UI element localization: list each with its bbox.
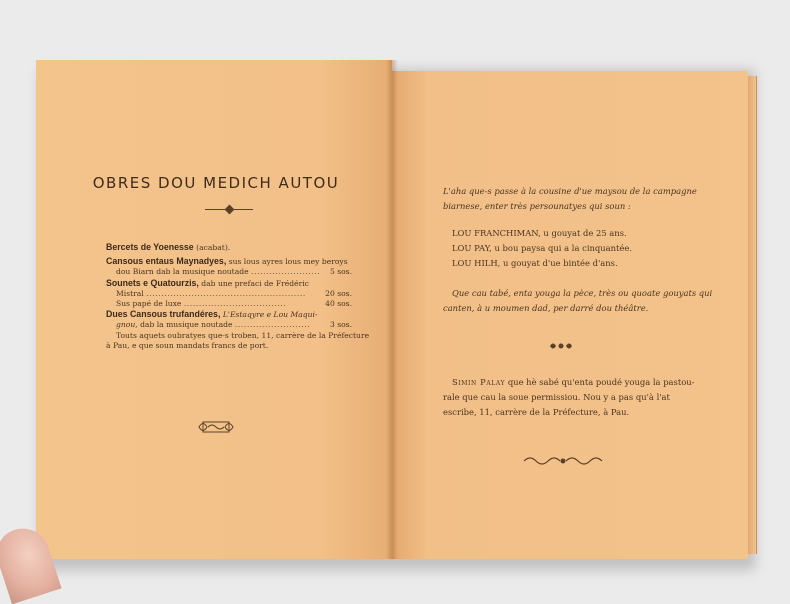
list-item [106, 309, 352, 320]
list-item [106, 242, 352, 253]
intro-line: L'aha que-s passe à la cousine d'ue maysou de la campagne [443, 186, 697, 196]
author-note: rale que cau la soue permissiou. Nou y a pas qu'à l'at [443, 392, 670, 402]
stage-direction: Que cau tabé, enta youga la pèce, très ou quoate gouyats qui [452, 288, 713, 298]
character-line: LOU FRANCHIMAN, u gouyat de 25 ans. [452, 228, 627, 238]
work-desc: dab la musique noutade [140, 320, 233, 330]
work-title: Bercets de Yoenesse [106, 242, 194, 252]
work-title: Cansous entaus Maynadyes, [106, 256, 227, 267]
page-heading: OBRES DOU MEDICH AUTOU [92, 174, 340, 192]
author-name: Simin Palay [452, 377, 506, 387]
list-item-continuation: dou Biarn dab la musique noutade ....................... 5 sos. [116, 267, 352, 277]
list-item-continuation: gnou, dab la musique noutade ......................... 3 sos. [116, 320, 352, 330]
decorative-ornament-icon [549, 340, 573, 352]
page-edges [748, 76, 757, 554]
works-list [106, 242, 370, 351]
list-item-continuation: Sus papé de luxe .................................. 40 sos. [116, 299, 352, 309]
book-spine [386, 60, 398, 559]
work-desc: gnou, [116, 320, 138, 330]
work-price: 3 sos. [329, 320, 352, 330]
intro-line: biarnese, enter très persounatyes qui soun : [443, 201, 631, 211]
stage-direction: canten, à u moumen dad, per darré dou théâtre. [443, 303, 649, 313]
decorative-ornament-icon [522, 455, 604, 467]
list-item [106, 256, 352, 267]
character-line: LOU PAY, u bou paysa qui a la cinquantée. [452, 243, 632, 253]
work-desc: dou Biarn dab la musique noutade [116, 267, 249, 277]
work-title: Dues Cansous trufandéres, [106, 309, 221, 320]
work-price: 20 sos. [325, 288, 352, 298]
work-desc: dab une prefaci de Frédéric [201, 278, 309, 288]
work-desc: Sus papé de luxe [116, 299, 182, 309]
list-item [106, 278, 352, 289]
character-line: LOU HILH, u gouyat d'ue bintée d'ans. [452, 258, 618, 268]
work-desc: L'Estaqyre e Lou Maqui- [222, 310, 318, 320]
work-price: 40 sos. [325, 299, 352, 309]
list-item-continuation: Mistral ..................................................... 20 sos. [116, 288, 352, 298]
work-note: (acabat). [196, 243, 231, 252]
work-price: 5 sos. [329, 267, 352, 277]
author-note: escribe, 11, carrère de la Préfecture, à Pau. [443, 407, 630, 417]
work-desc: sus lous ayres lous mey beroys [228, 257, 348, 267]
author-note: Simin Palay que hè sabé qu'enta poudé youga la pastou- [452, 377, 695, 387]
footer-text: à Pau, e que soun mandats francs de port. [106, 340, 269, 350]
work-title: Sounets e Quatourzis, [106, 277, 199, 288]
footer-text: Touts aquets oubratyes que-s troben, 11, carrère de la Préfecture [116, 330, 370, 340]
decorative-ornament-icon [198, 418, 234, 436]
work-desc: Mistral [116, 288, 144, 298]
